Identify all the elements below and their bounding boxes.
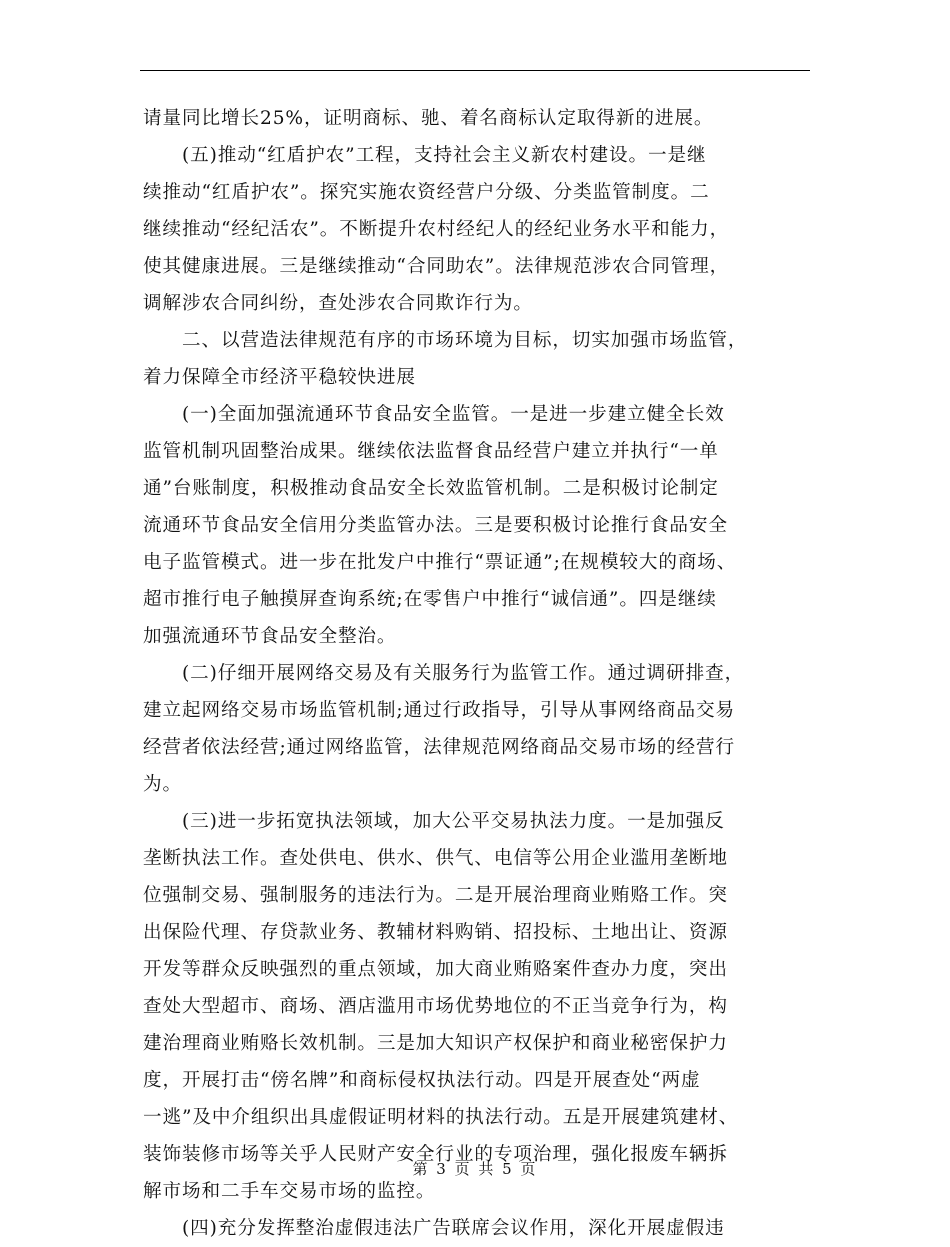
text-line: (四)充分发挥整治虚假违法广告联席会议作用，深化开展虚假违 — [143, 1218, 725, 1239]
text-line: 解市场和二手车交易市场的监控。 — [143, 1181, 436, 1202]
text-line: 开发等群众反映强烈的重点领域，加大商业贿赂案件查办力度，突出 — [143, 959, 728, 980]
text-line: (三)进一步拓宽执法领域，加大公平交易执法力度。一是加强反 — [143, 811, 725, 832]
text-line: 电子监管模式。进一步在批发户中推行“票证通”;在规模较大的商场、 — [143, 552, 737, 573]
text-line: 通”台账制度，积极推动食品安全长效监管机制。二是积极讨论制定 — [143, 478, 719, 499]
document-body — [143, 100, 810, 1247]
text-line: (一)全面加强流通环节食品安全监管。一是进一步建立健全长效 — [143, 404, 725, 425]
text-line: 垄断执法工作。查处供电、供水、供气、电信等公用企业滥用垄断地 — [143, 848, 728, 869]
text-line: 二、以营造法律规范有序的市场环境为目标，切实加强市场监管， — [143, 330, 748, 351]
text-line: 装饰装修市场等关乎人民财产安全行业的专项治理，强化报废车辆拆 — [143, 1144, 728, 1165]
text-line: 查处大型超市、商场、酒店滥用市场优势地位的不正当竞争行为，构 — [143, 996, 728, 1017]
text-line: 使其健康进展。三是继续推动“合同助农”。法律规范涉农合同管理， — [143, 256, 730, 277]
text-line: 流通环节食品安全信用分类监管办法。三是要积极讨论推行食品安全 — [143, 515, 728, 536]
text-line: 出保险代理、存贷款业务、教辅材料购销、招投标、土地出让、资源 — [143, 922, 728, 943]
text-line: 一逃”及中介组织出具虚假证明材料的执法行动。五是开展建筑建材、 — [143, 1107, 739, 1128]
text-line: 位强制交易、强制服务的违法行为。二是开展治理商业贿赂工作。突 — [143, 885, 728, 906]
text-line: 请量同比增长25%，证明商标、驰、着名商标认定取得新的进展。 — [143, 108, 714, 129]
text-line: 继续推动“经纪活农”。不断提升农村经纪人的经纪业务水平和能力， — [143, 219, 730, 240]
text-line: 调解涉农合同纠纷，查处涉农合同欺诈行为。 — [143, 293, 533, 314]
text-line: 建立起网络交易市场监管机制;通过行政指导，引导从事网络商品交易 — [143, 700, 735, 721]
text-line: 续推动“红盾护农”。探究实施农资经营户分级、分类监管制度。二 — [143, 182, 710, 203]
text-line: 为。 — [143, 774, 182, 795]
text-line: 度，开展打击“傍名牌”和商标侵权执法行动。四是开展查处“两虚 — [143, 1070, 701, 1091]
page-footer: 第 3 页 共 5 页 — [412, 1160, 538, 1178]
text-line: 加强流通环节食品安全整治。 — [143, 626, 397, 647]
header-rule — [140, 70, 810, 71]
text-line: (五)推动“红盾护农”工程，支持社会主义新农村建设。一是继 — [143, 145, 707, 166]
text-line: (二)仔细开展网络交易及有关服务行为监管工作。通过调研排查， — [143, 663, 745, 684]
text-line: 超市推行电子触摸屏查询系统;在零售户中推行“诚信通”。四是继续 — [143, 589, 717, 610]
text-line: 监管机制巩固整治成果。继续依法监督食品经营户建立并执行“一单 — [143, 441, 719, 462]
text-line: 经营者依法经营;通过网络监管，法律规范网络商品交易市场的经营行 — [143, 737, 735, 758]
text-line: 着力保障全市经济平稳较快进展 — [143, 367, 416, 388]
text-line: 建治理商业贿赂长效机制。三是加大知识产权保护和商业秘密保护力 — [143, 1033, 728, 1054]
